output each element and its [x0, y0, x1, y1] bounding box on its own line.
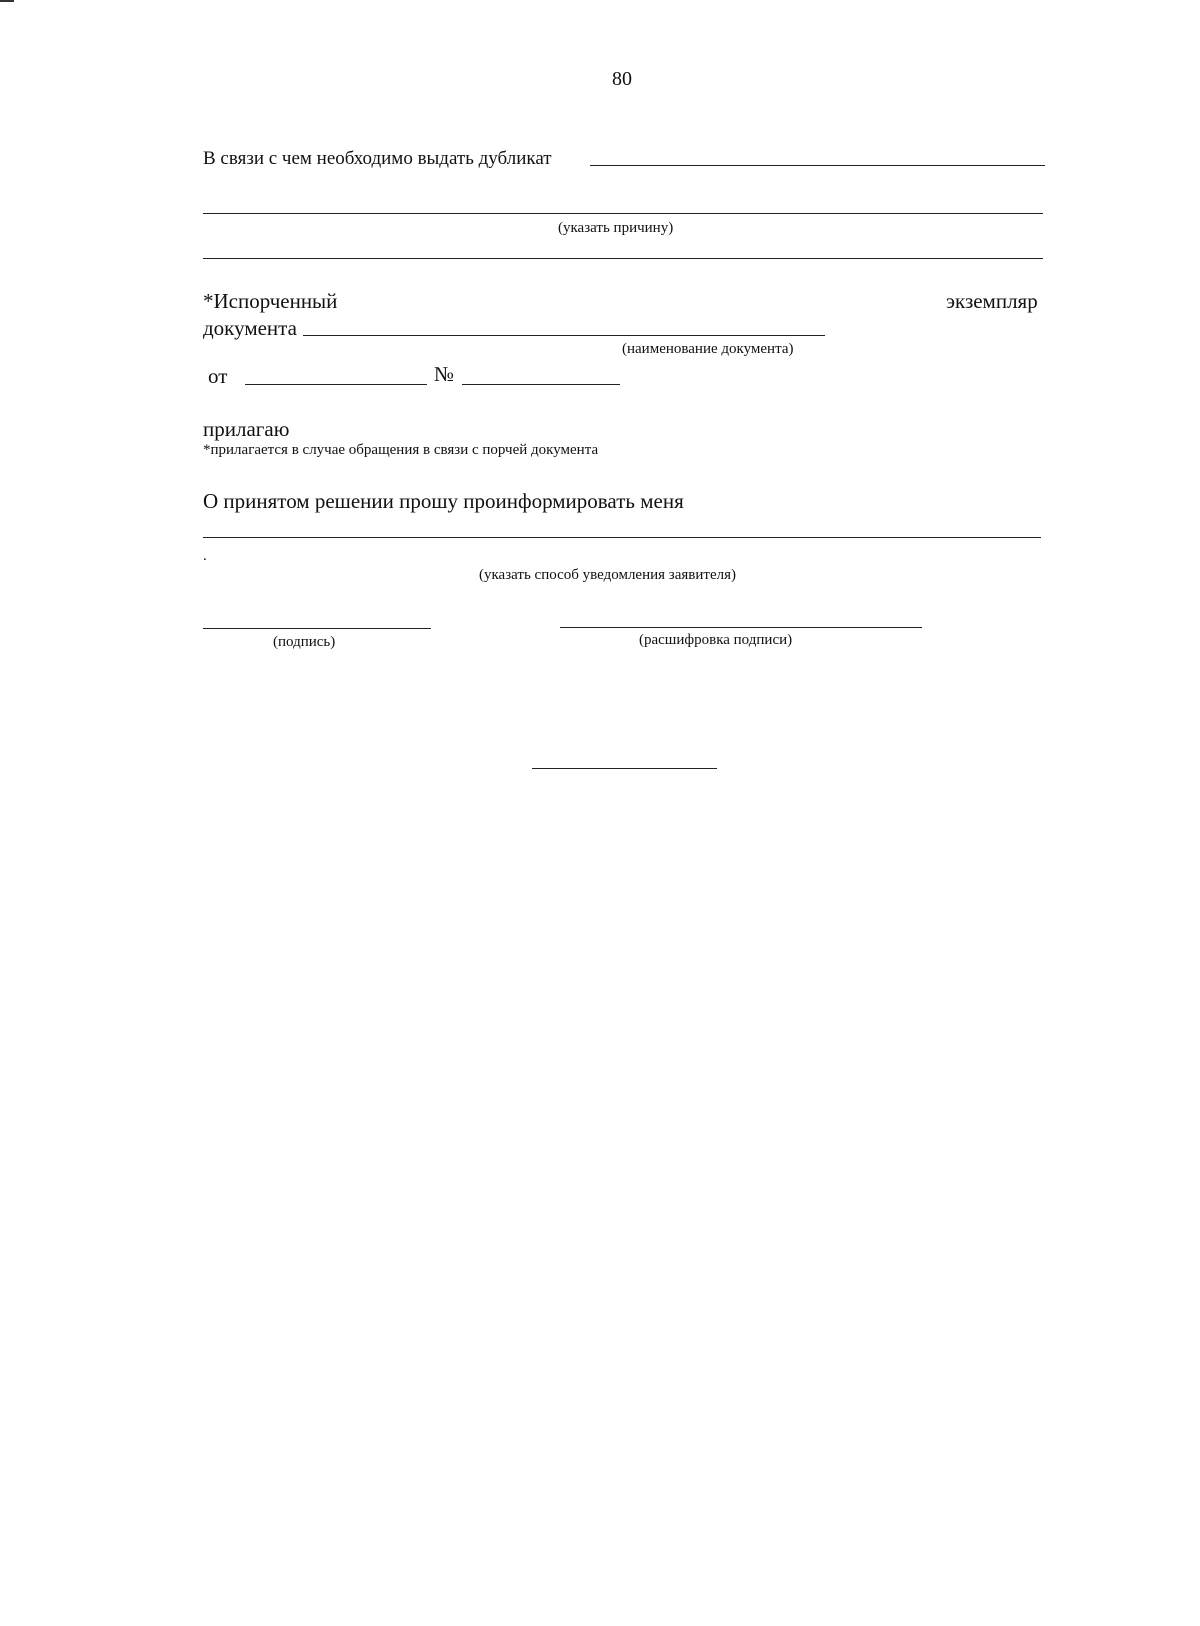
- scan-artifact: [0, 0, 14, 2]
- end-separator: [532, 768, 717, 769]
- stray-dot: .: [203, 548, 207, 564]
- spoiled-label: *Испорченный: [203, 289, 338, 313]
- reason-field-line-3[interactable]: [203, 258, 1043, 259]
- from-label: от: [208, 364, 228, 388]
- date-field[interactable]: [245, 384, 427, 385]
- number-sign: №: [434, 362, 455, 386]
- document-name-caption: (наименование документа): [622, 341, 794, 357]
- notify-method-field[interactable]: [203, 537, 1041, 538]
- attach-label: прилагаю: [203, 417, 290, 441]
- attach-note: *прилагается в случае обращения в связи с порчей документа: [203, 442, 599, 458]
- reason-caption: (указать причину): [558, 220, 674, 236]
- signature-decoding-field[interactable]: [560, 627, 922, 628]
- duplicate-reason-label: В связи с чем необходимо выдать дубликат: [203, 148, 552, 169]
- inform-label: О принятом решении прошу проинформировать меня: [203, 489, 684, 513]
- duplicate-reason-field[interactable]: [590, 165, 1045, 166]
- reason-field-line-2[interactable]: [203, 213, 1043, 214]
- copy-label: экземпляр: [946, 289, 1038, 313]
- page-number: 80: [612, 68, 632, 90]
- document-label: документа: [203, 316, 297, 340]
- document-name-field[interactable]: [303, 335, 825, 336]
- signature-caption: (подпись): [273, 634, 336, 650]
- signature-field[interactable]: [203, 628, 431, 629]
- signature-decoding-caption: (расшифровка подписи): [639, 632, 793, 648]
- document-number-field[interactable]: [462, 384, 620, 385]
- notify-caption: (указать способ уведомления заявителя): [479, 567, 736, 583]
